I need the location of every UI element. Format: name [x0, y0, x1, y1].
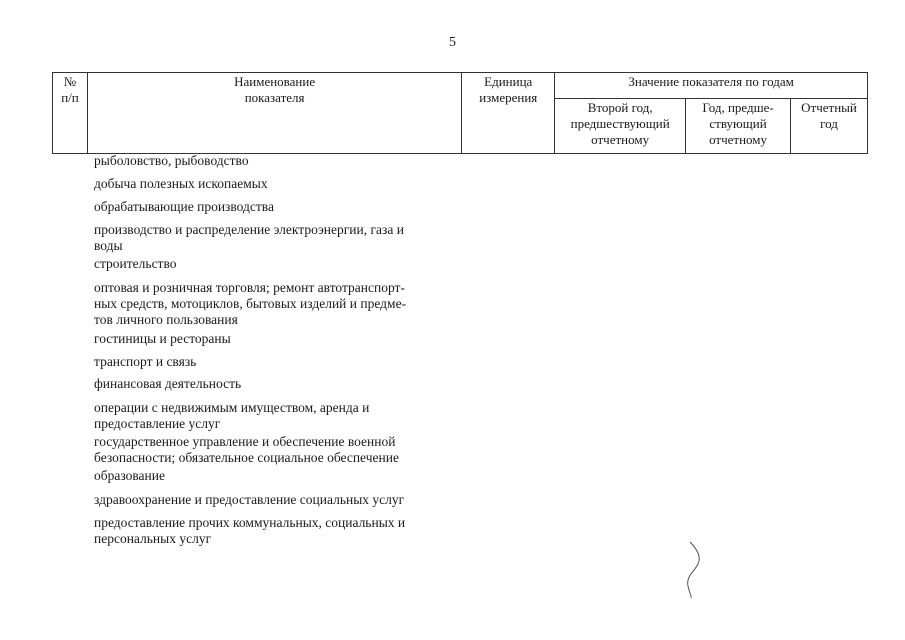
header-cell-name: Наименование показателя: [87, 73, 461, 154]
header-cell-number: № п/п: [53, 73, 88, 154]
list-item: образование: [94, 468, 165, 483]
list-item: транспорт и связь: [94, 354, 197, 369]
header-cell-second-year: Второй год, предшествующий отчетному: [555, 98, 686, 153]
list-item: производство и распределение электроэнергии, газа и воды: [94, 222, 404, 253]
table-header: [52, 72, 868, 154]
page-number: 5: [449, 35, 456, 50]
list-item: финансовая деятельность: [94, 376, 242, 391]
list-item: обрабатывающие производства: [94, 199, 274, 214]
header-cell-previous-year: Год, предше- ствующий отчетному: [686, 98, 791, 153]
list-item: строительство: [94, 256, 177, 271]
list-item: здравоохранение и предоставление социальных услуг: [94, 492, 405, 507]
list-item: предоставление прочих коммунальных, социальных и персональных услуг: [94, 515, 406, 546]
list-item: гостиницы и рестораны: [94, 331, 231, 346]
list-item: государственное управление и обеспечение военной безопасности; обязательное социальное обеспечение: [94, 434, 399, 465]
list-item: операции с недвижимым имуществом, аренда и предоставление услуг: [94, 400, 370, 431]
list-item: рыболовство, рыбоводство: [94, 153, 249, 168]
header-cell-reporting-year: Отчетный год: [791, 98, 868, 153]
pen-mark: [676, 540, 716, 600]
list-item: добыча полезных ископаемых: [94, 176, 268, 191]
header-cell-values-group: Значение показателя по годам: [555, 73, 868, 99]
header-cell-unit: Единица измерения: [462, 73, 555, 154]
list-item: оптовая и розничная торговля; ремонт автотранспорт- ных средств, мотоциклов, бытовых изделий и предме- тов личного пользования: [94, 280, 407, 327]
